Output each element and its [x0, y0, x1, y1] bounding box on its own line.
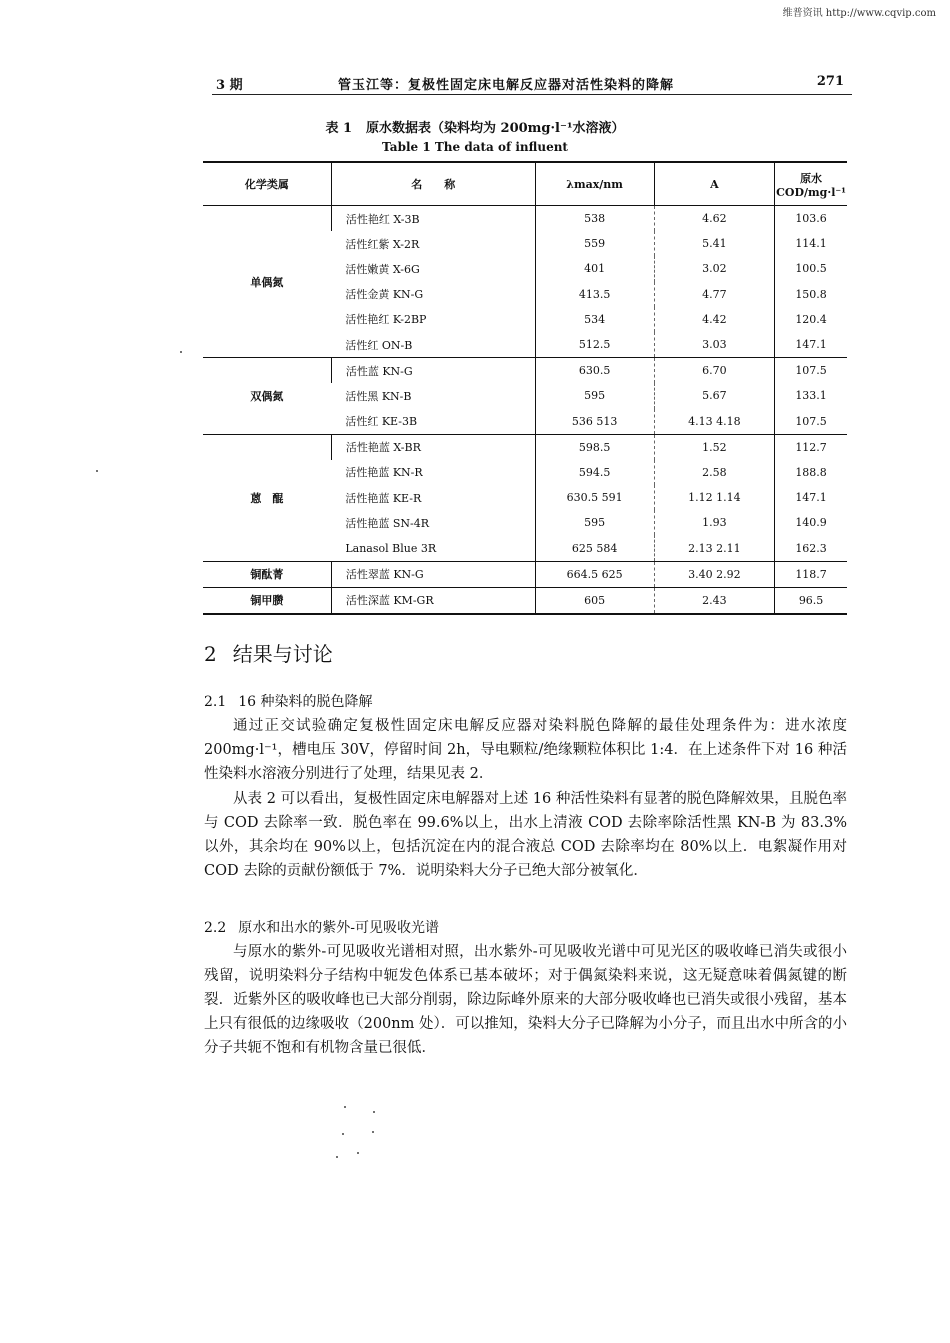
scan-speck [336, 1156, 338, 1158]
subsection-2-1-title: 16 种染料的脱色降解 [238, 694, 373, 710]
absorbance-cell: 3.03 [654, 332, 775, 358]
scan-speck [344, 1106, 346, 1108]
scan-speck [373, 1111, 375, 1113]
lambda-max-cell: 595 [535, 510, 654, 535]
absorbance-cell: 1.52 [654, 434, 775, 460]
lambda-max-cell: 413.5 [535, 282, 654, 307]
table-caption-cn [0, 117, 950, 136]
cod-cell: 162.3 [775, 535, 847, 561]
absorbance-cell: 1.12 1.14 [654, 485, 775, 510]
absorbance-cell: 2.58 [654, 460, 775, 485]
dye-name-cell: 活性金黄 KN-G [345, 288, 424, 302]
section-heading [204, 638, 333, 667]
dye-name-cell: 活性红 KE-3B [345, 415, 418, 429]
header-absorbance: A [654, 162, 775, 206]
scan-speck [180, 351, 182, 353]
subsection-2-2-heading [204, 917, 439, 937]
dye-name-cell: 活性翠蓝 KN-G [331, 561, 535, 587]
absorbance-cell: 5.41 [654, 231, 775, 256]
cod-cell: 120.4 [775, 307, 847, 332]
lambda-max-cell: 559 [535, 231, 654, 256]
cod-cell: 133.1 [775, 383, 847, 408]
scan-speck [96, 470, 98, 472]
absorbance-cell: 6.70 [654, 358, 775, 384]
header-cod: 原水 COD/mg·l⁻¹ [775, 162, 847, 206]
cod-cell: 147.1 [775, 332, 847, 358]
scan-speck [372, 1131, 374, 1133]
dye-name-cell: 活性嫩黄 X-6G [345, 262, 420, 276]
absorbance-cell: 4.77 [654, 282, 775, 307]
table-row [203, 561, 847, 587]
chemical-class-cell: 铜甲臜 [203, 587, 331, 614]
absorbance-cell: 4.42 [654, 307, 775, 332]
lambda-max-cell: 538 [535, 206, 654, 232]
lambda-max-cell: 512.5 [535, 332, 654, 358]
header-lambda: λmax/nm [535, 162, 654, 206]
lambda-max-cell: 630.5 [535, 358, 654, 384]
section-title: 结果与讨论 [232, 642, 333, 666]
header-name: 名 称 [331, 162, 535, 206]
header-class: 化学类属 [203, 162, 331, 206]
scan-speck [357, 1152, 359, 1154]
dye-name-cell: Lanasol Blue 3R [345, 541, 437, 555]
table-row [203, 587, 847, 614]
cod-cell: 147.1 [775, 485, 847, 510]
lambda-max-cell: 536 513 [535, 409, 654, 435]
cod-cell: 112.7 [775, 434, 847, 460]
issue-number: 3 期 [216, 78, 243, 93]
dye-name-cell: 活性红 ON-B [345, 338, 413, 352]
page-number: 271 [816, 74, 844, 89]
subsection-2-2-number: 2.2 [204, 920, 227, 936]
chemical-class-cell: 双偶氮 [203, 358, 331, 435]
absorbance-cell: 3.40 2.92 [654, 561, 775, 587]
subsection-2-1-heading [204, 691, 373, 711]
dye-name-cell: 活性艳蓝 X-BR [331, 434, 535, 460]
dye-name-cell: 活性红紫 X-2R [345, 237, 420, 251]
chemical-class-cell: 铜酞菁 [203, 561, 331, 587]
absorbance-cell: 4.13 4.18 [654, 409, 775, 435]
section-number: 2 [204, 642, 217, 666]
subsection-2-1-number: 2.1 [204, 694, 227, 710]
absorbance-cell: 5.67 [654, 383, 775, 408]
paragraph-2: 从表 2 可以看出，复极性固定床电解器对上述 16 种活性染料有显著的脱色降解效果，且脱色率与 COD 去除率一致．脱色率在 99.6%以上，出水上清液 COD 去除率除活性黑 KN-B 为 83.3%以外，其余均在 90%以上，包括沉淀在内的混合液总 COD 去除率均在 80%以上．电絮凝作用对 COD 去除的贡献份额低于 7%．说明染料大分子已绝大部分被氧化． [204, 791, 847, 879]
running-head [212, 72, 852, 95]
table-caption-number: 表 1 [325, 121, 353, 136]
absorbance-cell: 4.62 [654, 206, 775, 232]
dye-name-cell: 活性艳红 K-2BP [345, 313, 427, 327]
dye-name-cell: 活性艳红 X-3B [331, 206, 535, 232]
paragraph-3: 与原水的紫外-可见吸收光谱相对照，出水紫外-可见吸收光谱中可见光区的吸收峰已消失或很小残留，说明染料分子结构中轭发色体系已基本破坏；对于偶氮染料来说，这无疑意味着偶氮键的断裂．近紫外区的吸收峰也已大部分削弱，除边际峰外原来的大部分吸收峰也已消失或很小残留，基本上只有很低的边缘吸收（200nm 处）．可以推知，染料大分子已降解为小分子，而且出水中所含的小分子共轭不饱和有机物含量已很低． [204, 944, 847, 1056]
lambda-max-cell: 595 [535, 383, 654, 408]
lambda-max-cell: 594.5 [535, 460, 654, 485]
lambda-max-cell: 534 [535, 307, 654, 332]
influent-data-table [203, 161, 847, 615]
dye-name-cell: 活性黑 KN-B [345, 389, 412, 403]
dye-name-cell: 活性深蓝 KM-GR [331, 587, 535, 614]
cod-cell: 114.1 [775, 231, 847, 256]
cod-cell: 107.5 [775, 409, 847, 435]
lambda-max-cell: 630.5 591 [535, 485, 654, 510]
subsection-2-2-title: 原水和出水的紫外-可见吸收光谱 [238, 920, 439, 936]
lambda-max-cell: 598.5 [535, 434, 654, 460]
dye-name-cell: 活性蓝 KN-G [331, 358, 535, 384]
lambda-max-cell: 625 584 [535, 535, 654, 561]
absorbance-cell: 2.43 [654, 587, 775, 614]
absorbance-cell: 2.13 2.11 [654, 535, 775, 561]
cod-cell: 103.6 [775, 206, 847, 232]
paragraph-1: 通过正交试验确定复极性固定床电解反应器对染料脱色降解的最佳处理条件为：进水浓度 200mg·l⁻¹，槽电压 30V，停留时间 2h，导电颗粒/绝缘颗粒体积比 1:4．在上述条件下对 16 种活性染料水溶液分别进行了处理，结果见表 2． [204, 718, 847, 782]
cod-cell: 140.9 [775, 510, 847, 535]
dye-name-cell: 活性艳蓝 KN-R [345, 466, 423, 480]
absorbance-cell: 3.02 [654, 256, 775, 281]
table-header-row [203, 162, 847, 206]
cod-cell: 118.7 [775, 561, 847, 587]
dye-name-cell: 活性艳蓝 SN-4R [345, 516, 429, 530]
lambda-max-cell: 401 [535, 256, 654, 281]
lambda-max-cell: 605 [535, 587, 654, 614]
table-row [203, 206, 847, 232]
table-caption-text: 原水数据表（染料均为 200mg·l⁻¹水溶液） [366, 121, 625, 136]
table-row [203, 434, 847, 460]
chemical-class-cell: 蒽 醌 [203, 434, 331, 561]
cod-cell: 188.8 [775, 460, 847, 485]
dye-name-cell: 活性艳蓝 KE-R [345, 491, 422, 505]
cod-cell: 150.8 [775, 282, 847, 307]
scan-speck [342, 1133, 344, 1135]
cod-cell: 100.5 [775, 256, 847, 281]
absorbance-cell: 1.93 [654, 510, 775, 535]
chemical-class-cell: 单偶氮 [250, 275, 284, 289]
cod-cell: 96.5 [775, 587, 847, 614]
table-row [203, 358, 847, 384]
table-caption-en: Table 1 The data of influent [382, 140, 568, 154]
running-title: 管玉江等：复极性固定床电解反应器对活性染料的降解 [338, 78, 675, 93]
watermark: 维普资讯 http://www.cqvip.com [782, 8, 936, 19]
cod-cell: 107.5 [775, 358, 847, 384]
lambda-max-cell: 664.5 625 [535, 561, 654, 587]
